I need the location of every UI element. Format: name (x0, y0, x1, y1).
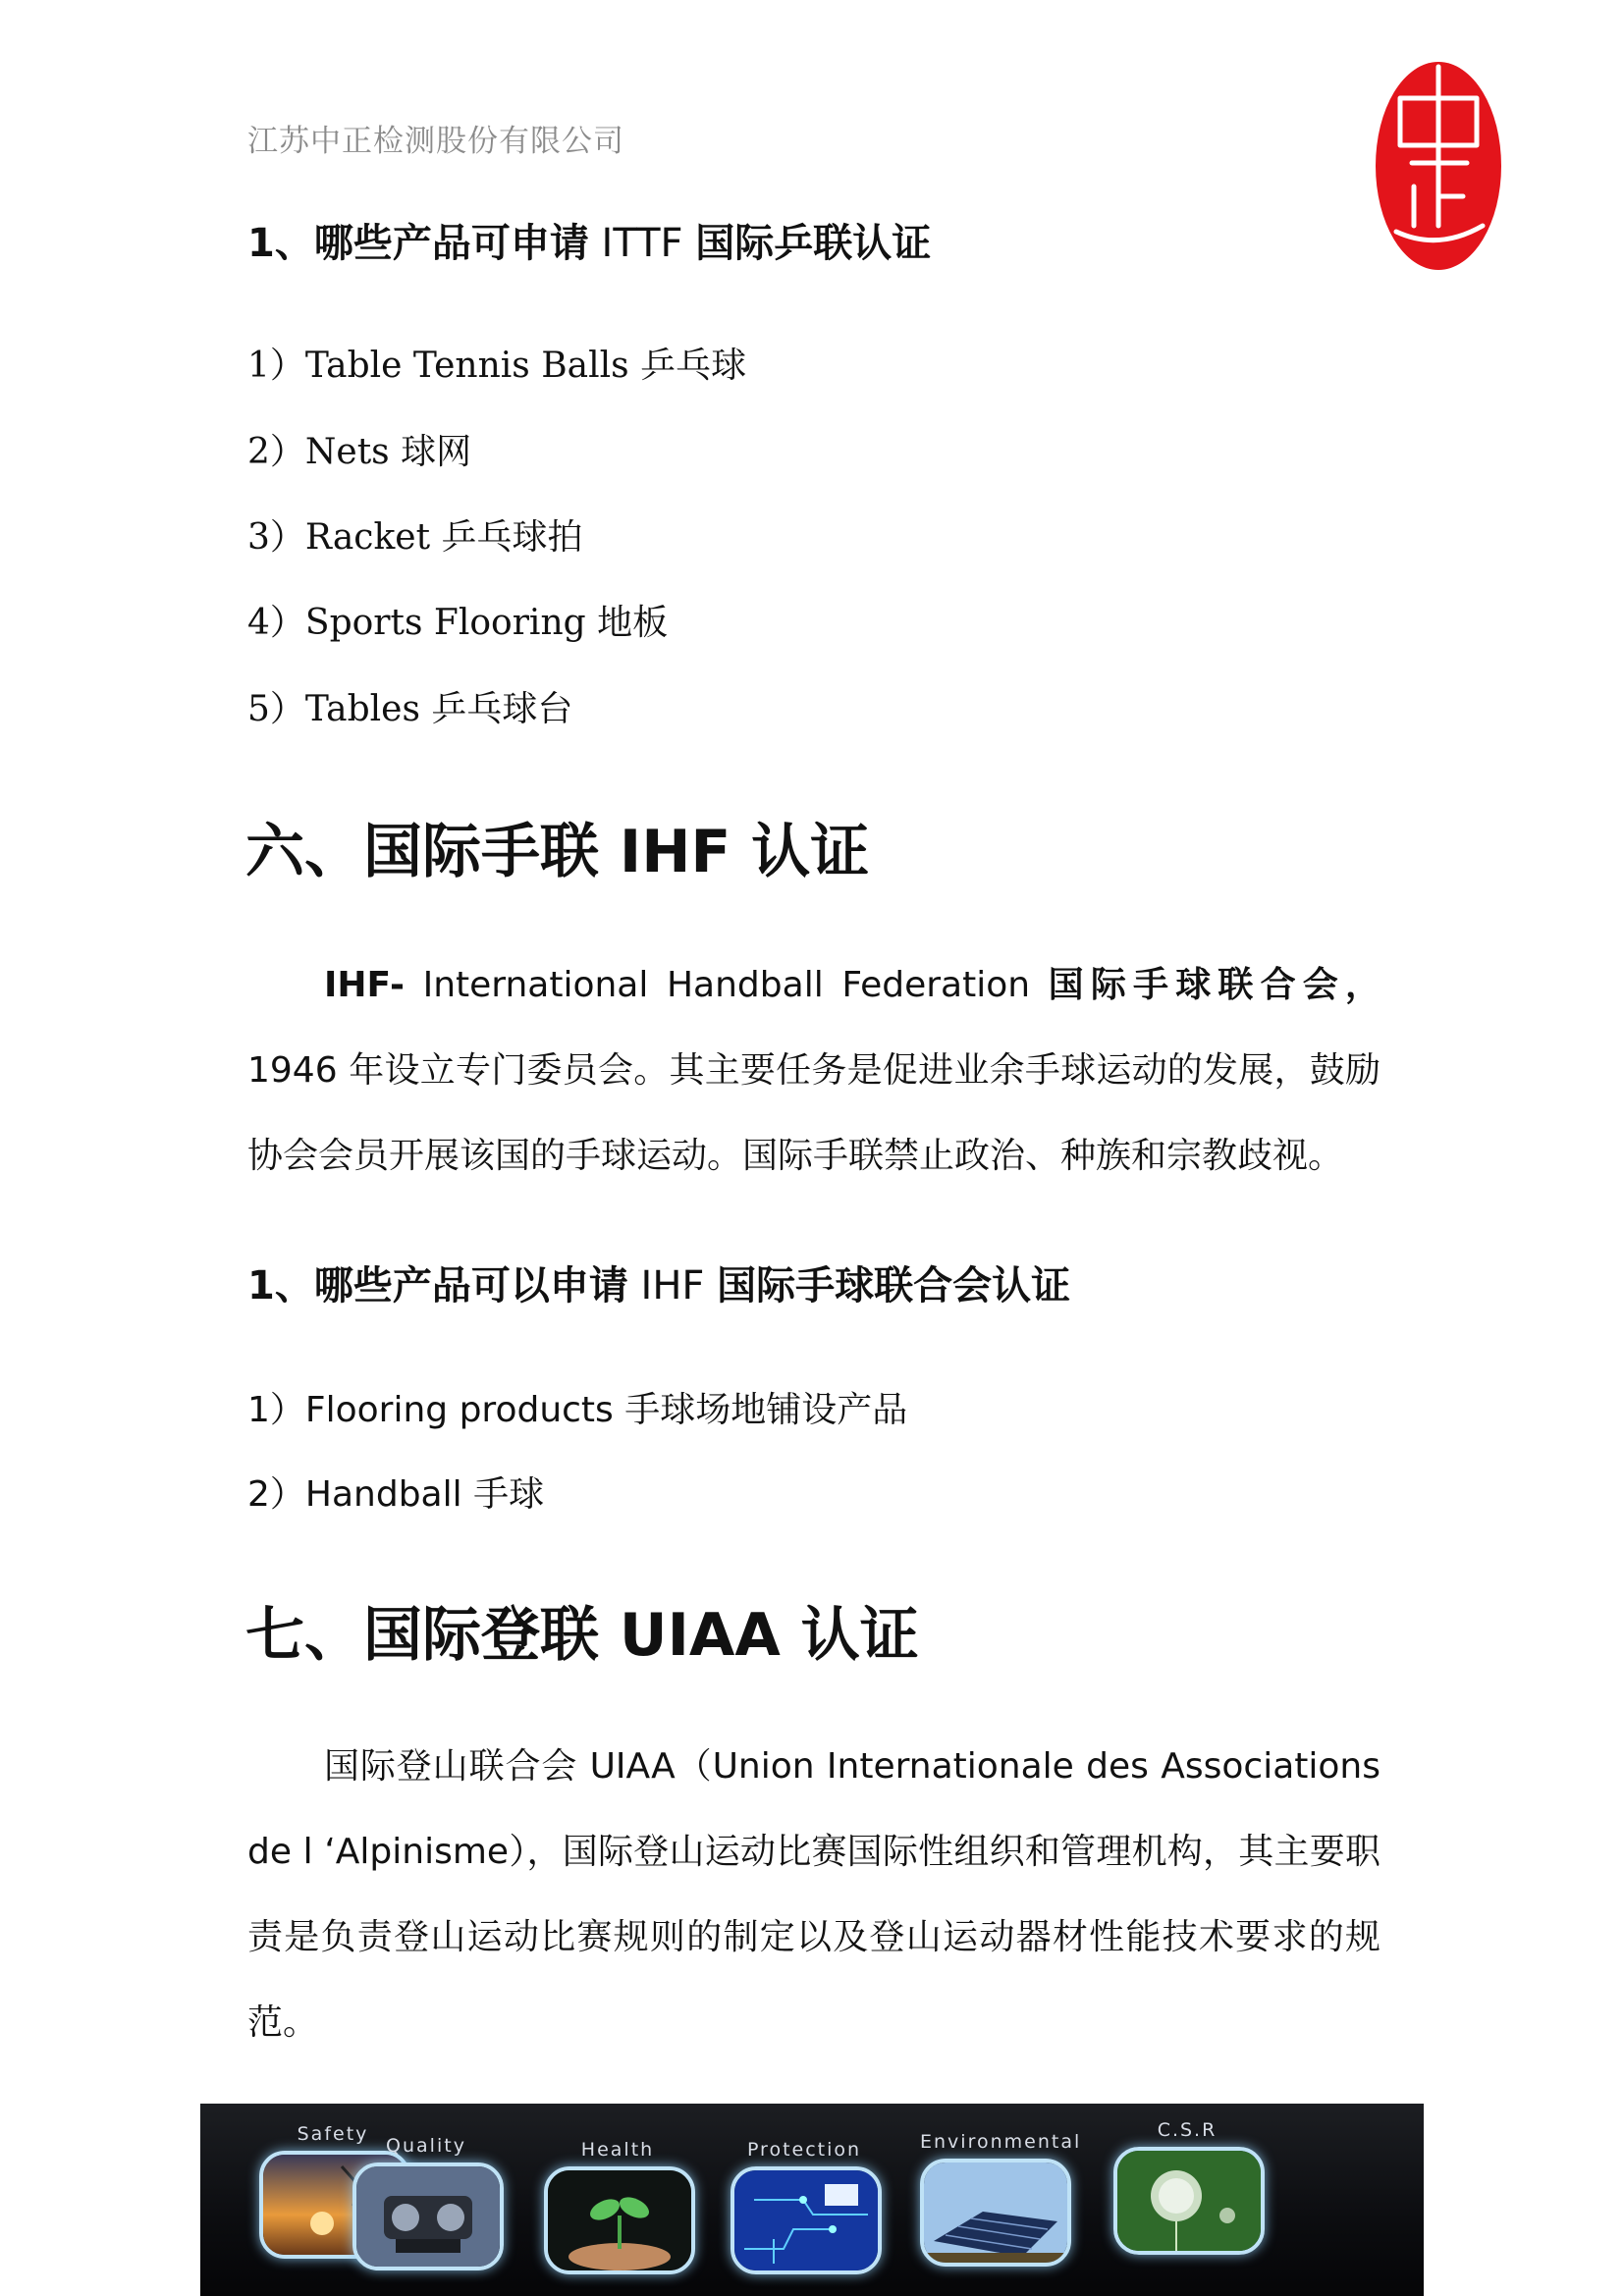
ihf-products-heading (247, 1255, 1070, 1310)
item-chinese: 乒乓球拍 (441, 517, 583, 558)
tile-label: C.S.R (1157, 2119, 1218, 2141)
tile-protection (731, 2139, 878, 2274)
section-title-uiaa: 七、国际登联 UIAA 认证 (245, 1601, 919, 1670)
para-text: 1946 年设立专门委员会。其主要任务是促进业余手球运动的发展，鼓励协会会员开展该国的手球运动。国际手联禁止政治、种族和宗教歧视。 (247, 1050, 1380, 1176)
ittf-products-heading (247, 212, 931, 268)
dandelion-icon (1113, 2147, 1265, 2255)
item-number: 2） (247, 1474, 305, 1515)
heading-code: ITTF (588, 221, 696, 266)
list-item (247, 1467, 544, 1517)
footer-banner (200, 2104, 1424, 2296)
machine-engine-icon (352, 2163, 504, 2270)
item-english: Racket (304, 517, 431, 558)
ihf-paragraph (247, 942, 1380, 1199)
item-number: 4） (247, 603, 305, 643)
item-number: 1） (247, 1390, 305, 1430)
section-title-ihf: 六、国际手联 IHF 认证 (245, 818, 870, 886)
heading-text-2: 国际乒联认证 (695, 221, 932, 266)
list-item (247, 338, 746, 388)
sprout-hands-icon (544, 2166, 695, 2274)
tile-health (544, 2139, 691, 2274)
tile-csr (1113, 2119, 1261, 2255)
para-bold: IHF- (324, 965, 405, 1005)
company-name: 江苏中正检测股份有限公司 (247, 124, 624, 159)
tile-label: Quality (386, 2135, 466, 2157)
heading-number: 1、 (247, 1263, 314, 1308)
heading-text: 哪些产品可申请 (313, 221, 589, 266)
logo-seal-icon (1373, 59, 1504, 273)
solar-panel-icon (920, 2159, 1071, 2267)
heading-text-2: 国际手球联合会认证 (717, 1263, 1071, 1308)
item-english: Flooring products (304, 1390, 614, 1430)
tile-quality (352, 2135, 500, 2270)
heading-text: 哪些产品可以申请 (313, 1263, 628, 1308)
item-english: Table Tennis Balls (304, 346, 629, 386)
tile-label: Protection (746, 2139, 862, 2161)
list-item (247, 1382, 907, 1432)
circuit-board-icon (731, 2166, 882, 2274)
heading-code: IHF (627, 1263, 718, 1308)
item-english: Nets (304, 432, 390, 472)
item-chinese: 乒乓球 (640, 346, 747, 386)
item-english: Handball (304, 1474, 462, 1515)
heading-number: 1、 (247, 221, 314, 266)
tile-environmental (920, 2131, 1082, 2267)
tile-label: Safety (297, 2123, 369, 2145)
para-bold-2: 国际手球联合会， (1048, 965, 1380, 1005)
list-item (247, 509, 583, 560)
tile-label: Environmental (920, 2131, 1082, 2153)
item-number: 1） (247, 346, 305, 386)
list-item (247, 681, 572, 731)
item-chinese: 球网 (401, 432, 472, 472)
tile-label: Health (580, 2139, 655, 2161)
para-english: International Handball Federation (404, 965, 1049, 1005)
item-chinese: 手球 (473, 1474, 545, 1515)
company-logo (1373, 59, 1504, 273)
list-item (247, 424, 471, 474)
uiaa-paragraph: 国际登山联合会 UIAA（Union Internationale des Associations de l ‘Alpinisme），国际登山运动比赛国际性组织和管理机构，其主要职责是负责登山运动比赛规则的制定以及登山运动器材性能技术要求的规范。 (247, 1746, 1380, 2043)
item-chinese: 乒乓球台 (431, 689, 573, 729)
item-number: 5） (247, 689, 305, 729)
item-chinese: 地板 (597, 603, 669, 643)
item-number: 3） (247, 517, 305, 558)
item-number: 2） (247, 432, 305, 472)
item-chinese: 手球场地铺设产品 (624, 1390, 908, 1430)
list-item (247, 595, 668, 645)
item-english: Sports Flooring (304, 603, 586, 643)
item-english: Tables (304, 689, 420, 729)
